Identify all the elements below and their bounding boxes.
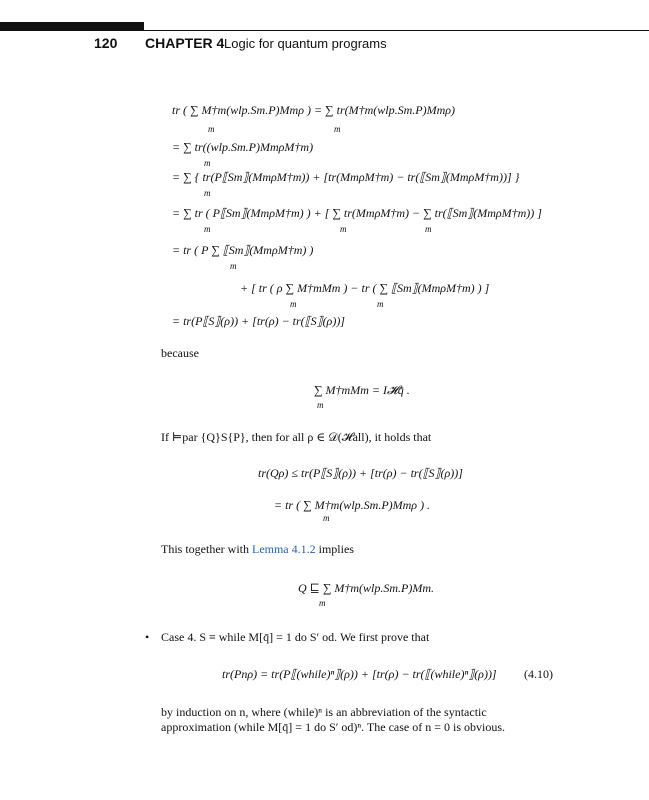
subscript-m: m xyxy=(290,299,297,309)
header-bar xyxy=(0,22,144,31)
induction-line-1: by induction on n, where (while)ⁿ is an abbreviation of the syntactic xyxy=(161,705,487,719)
subscript-m: m xyxy=(317,400,324,410)
lemma-sentence xyxy=(161,542,354,557)
lemma-link[interactable]: Lemma 4.1.2 xyxy=(251,542,316,556)
chapter-title: Logic for quantum programs xyxy=(224,36,387,51)
subscript-m: m xyxy=(340,224,347,234)
case4-statement: Case 4. S ≡ while M[q̄] = 1 do S′ od. We first prove that xyxy=(161,630,430,644)
page-number: 120 xyxy=(94,35,118,51)
because-text: because xyxy=(161,346,199,360)
equation-line-6: + [ tr ( ρ ∑ M†mMm ) − tr ( ∑ ⟦Sm⟧(MmρM†m) ) ] xyxy=(240,281,490,295)
subscript-m: m xyxy=(425,224,432,234)
subscript-m: m xyxy=(204,224,211,234)
completeness-relation: ∑ M†mMm = I𝓗q̄ . xyxy=(314,383,410,397)
subscript-m: m xyxy=(204,188,211,198)
subscript-m: m xyxy=(208,124,215,134)
bullet: • xyxy=(145,630,150,644)
induction-line-2: approximation (while M[q̄] = 1 do S′ od)ⁿ. The case of n = 0 is obvious. xyxy=(161,720,506,734)
inequality-line-2: = tr ( ∑ M†m(wlp.Sm.P)Mmρ ) . xyxy=(274,498,431,512)
subscript-m: m xyxy=(204,158,211,168)
header-rule xyxy=(144,30,649,31)
equation-4-10: tr(Pnρ) = tr(P⟦(while)ⁿ⟧(ρ)) + [tr(ρ) − tr(⟦(while)ⁿ⟧(ρ))] xyxy=(222,667,497,681)
equation-line-7: = tr(P⟦S⟧(ρ)) + [tr(ρ) − tr(⟦S⟧(ρ))] xyxy=(172,314,345,328)
if-clause: If ⊨par {Q}S{P}, then for all ρ ∈ 𝒟(𝓗all), it holds that xyxy=(161,430,432,444)
subscript-m: m xyxy=(323,513,330,523)
subscript-m: m xyxy=(334,124,341,134)
subscript-m: m xyxy=(319,598,326,608)
equation-line-5: = tr ( P ∑ ⟦Sm⟧(MmρM†m) ) xyxy=(172,243,314,257)
equation-line-4: = ∑ tr ( P⟦Sm⟧(MmρM†m) ) + [ ∑ tr(MmρM†m) − ∑ tr(⟦Sm⟧(MmρM†m)) ] xyxy=(172,206,542,220)
subscript-m: m xyxy=(377,299,384,309)
inequality-line-1: tr(Qρ) ≤ tr(P⟦S⟧(ρ)) + [tr(ρ) − tr(⟦S⟧(ρ))] xyxy=(258,466,463,480)
equation-line-2: = ∑ tr((wlp.Sm.P)MmρM†m) xyxy=(172,140,314,154)
lemma-text-after: implies xyxy=(315,542,354,556)
lemma-text-before: This together with xyxy=(161,542,252,556)
equation-line-3: = ∑ { tr(P⟦Sm⟧(MmρM†m)) + [tr(MmρM†m) − tr(⟦Sm⟧(MmρM†m))] } xyxy=(172,170,520,184)
equation-line-1: tr ( ∑ M†m(wlp.Sm.P)Mmρ ) = ∑ tr(M†m(wlp.Sm.P)Mmρ) xyxy=(172,103,456,117)
sqsubseteq-result: Q ⊑ ∑ M†m(wlp.Sm.P)Mm. xyxy=(298,581,435,595)
equation-number: (4.10) xyxy=(524,667,553,681)
chapter-label: CHAPTER 4 xyxy=(145,35,225,51)
subscript-m: m xyxy=(230,261,237,271)
